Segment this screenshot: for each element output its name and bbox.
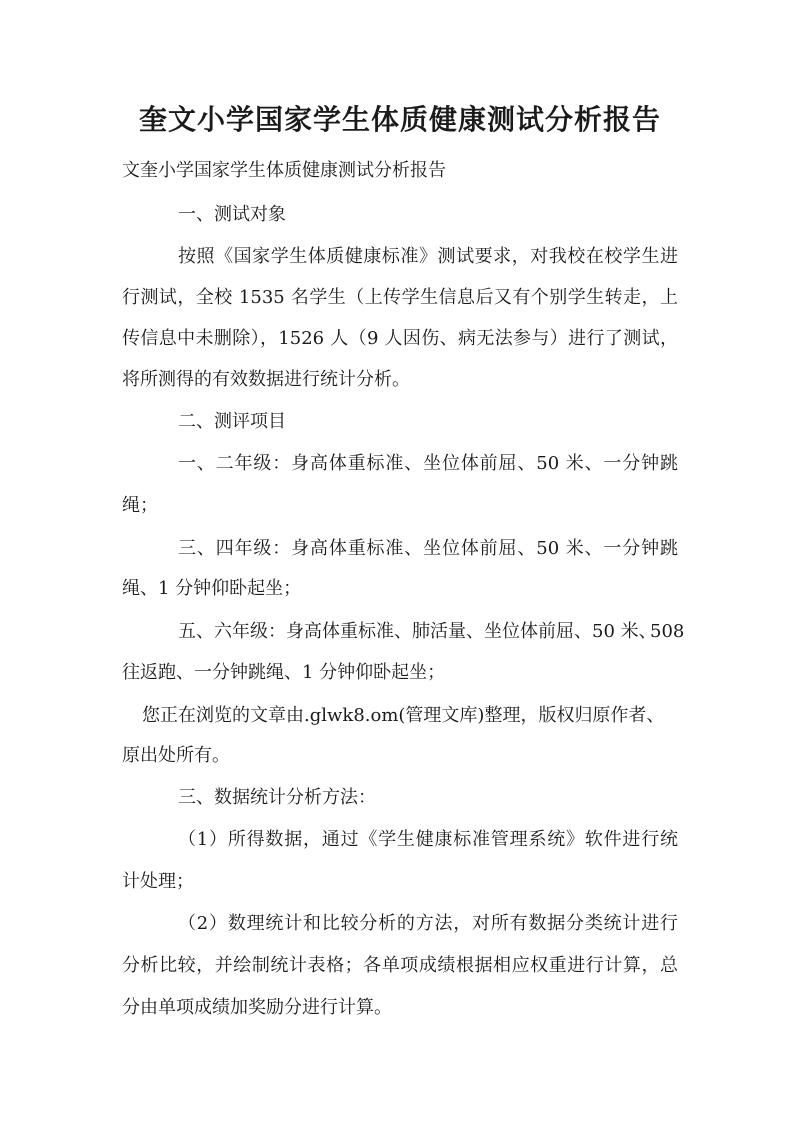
copyright-notice-line: 您正在浏览的文章由.glwk8.om(管理文库)整理，版权归原作者、 [142, 705, 665, 726]
paragraph-line: （1）所得数据，通过《学生健康标准管理系统》软件进行统 [178, 829, 678, 850]
paragraph-line: 五、六年级：身高体重标准、肺活量、坐位体前屈、50 米、 [178, 621, 657, 642]
paragraph-line: 绳、1 分钟仰卧起坐； [122, 578, 302, 599]
paragraph-line: 行测试，全校 1535 名学生（上传学生信息后又有个别学生转走，上 [122, 287, 678, 308]
paragraph-line: （2）数理统计和比较分析的方法，对所有数据分类统计进行 [178, 913, 678, 934]
paragraph-line: 将所测得的有效数据进行统计分析。 [122, 369, 410, 390]
paragraph-line: 分由单项成绩加奖励分进行计算。 [122, 997, 392, 1018]
section-heading: 一、测试对象 [178, 204, 286, 225]
document-title: 奎文小学国家学生体质健康测试分析报告 [138, 103, 661, 136]
paragraph-line: 三、四年级：身高体重标准、坐位体前屈、50 米、一分钟跳 [178, 538, 678, 559]
subtitle-line: 文奎小学国家学生体质健康测试分析报告 [122, 160, 446, 181]
paragraph-line: 绳； [122, 495, 158, 516]
section-heading: 二、测评项目 [178, 411, 286, 432]
paragraph-line: 分析比较，并绘制统计表格；各单项成绩根据相应权重进行计算，总 [122, 955, 678, 976]
copyright-notice-line: 原出处所有。 [122, 745, 230, 766]
paragraph-line: 一、二年级：身高体重标准、坐位体前屈、50 米、一分钟跳 [178, 453, 678, 474]
paragraph-line: 往返跑、一分钟跳绳、1 分钟仰卧起坐； [122, 662, 446, 683]
paragraph-line: 传信息中未删除），1526 人（9 人因伤、病无法参与）进行了测试， [122, 328, 678, 349]
paragraph-line: 计处理； [122, 871, 194, 892]
paragraph-number: 508 [650, 621, 685, 642]
paragraph-line: 按照《国家学生体质健康标准》测试要求，对我校在校学生进 [178, 246, 678, 267]
section-heading: 三、数据统计分析方法： [178, 787, 376, 808]
